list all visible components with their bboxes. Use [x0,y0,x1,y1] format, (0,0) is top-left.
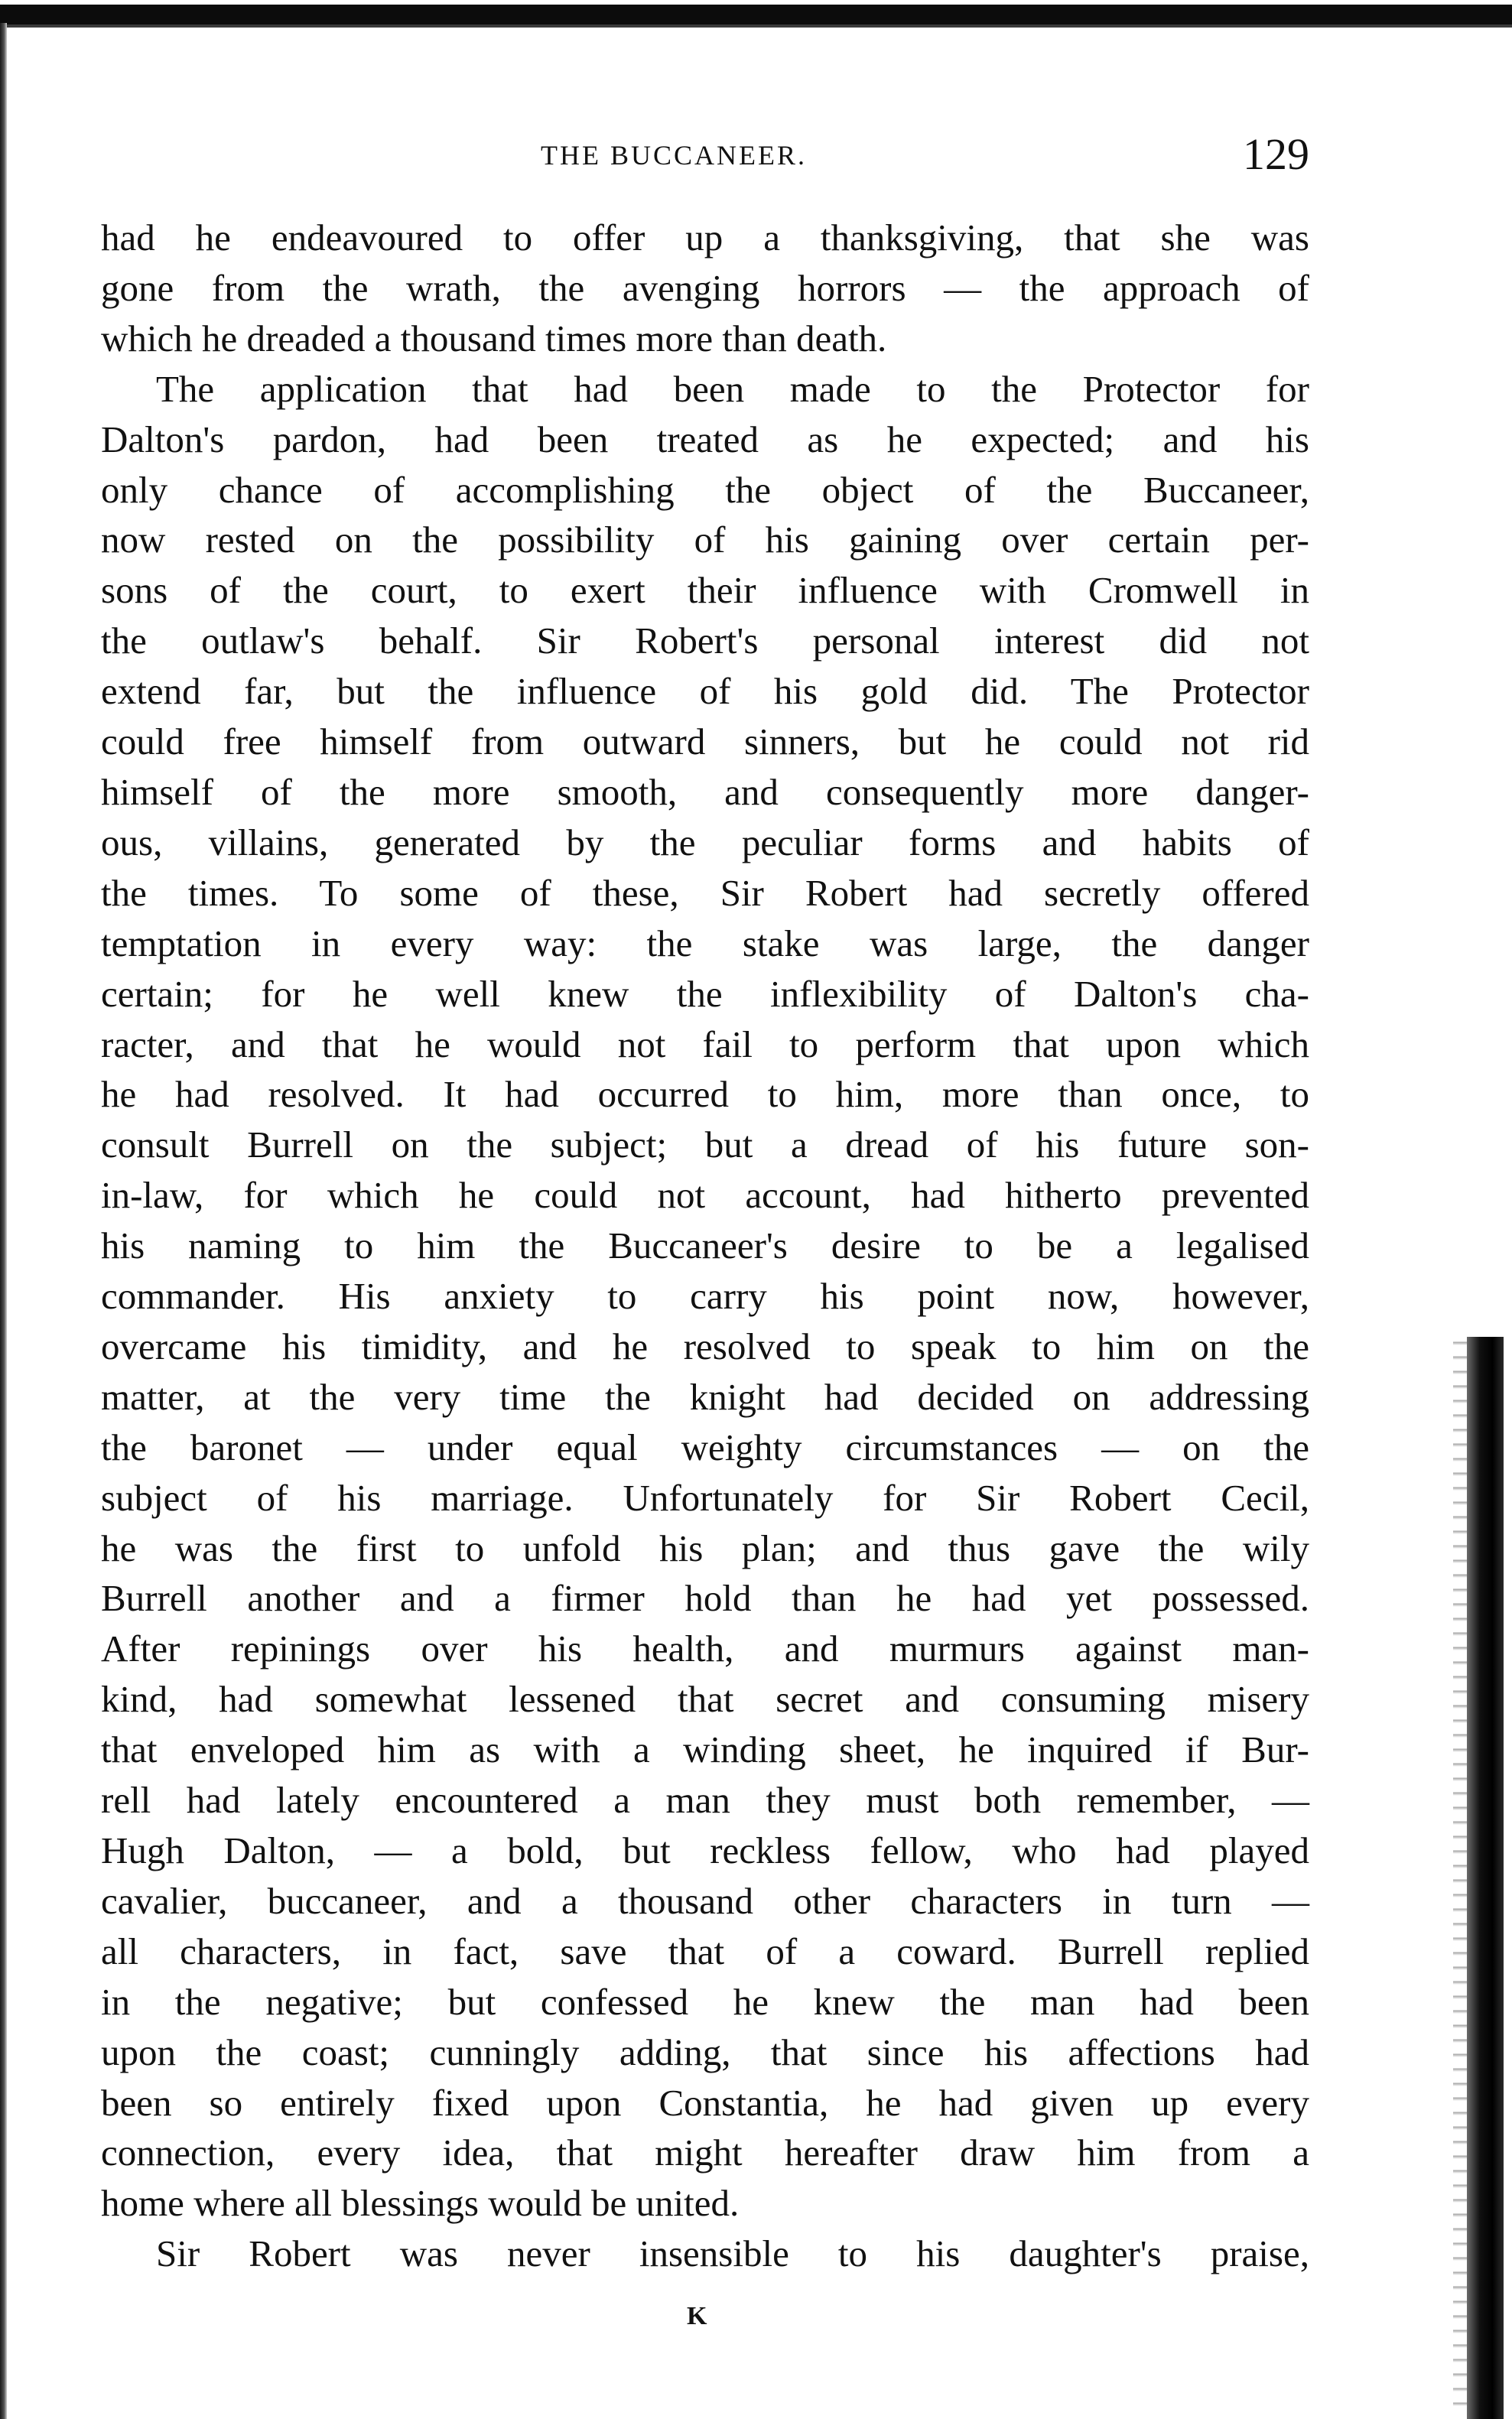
text-line: he was the first to unfold his plan; and thus gave the wily [101,1527,1309,1569]
body-text [101,213,1309,2279]
running-title: THE BUCCANEER. [541,140,807,171]
text-line: now rested on the possibility of his gaining over certain per- [101,519,1309,561]
signature-mark: K [687,2302,708,2330]
text-line: the baronet — under equal weighty circumstances — on the [101,1426,1309,1468]
running-head [101,128,1309,190]
text-line: that enveloped him as with a winding sheet, he inquired if Bur- [101,1728,1309,1771]
top-border-rule [0,5,1512,24]
text-line: he had resolved. It had occurred to him, more than once, to [101,1073,1309,1116]
text-line: which he dreaded a thousand times more than death. [101,317,887,359]
text-line: After repinings over his health, and murmurs against man- [101,1627,1309,1670]
text-line: Burrell another and a firmer hold than he had yet possessed. [101,1577,1309,1620]
text-line: his naming to him the Buccaneer's desire to be a legalised [101,1224,1309,1267]
text-line: Dalton's pardon, had been treated as he expected; and his [101,418,1309,460]
text-line: rell had lately encountered a man they must both remember, — [101,1779,1309,1822]
text-line: could free himself from outward sinners, but he could not rid [101,720,1309,763]
text-line: Hugh Dalton, — a bold, but reckless fellow, who had played [101,1829,1309,1871]
text-line: kind, had somewhat lessened that secret and consuming misery [101,1678,1309,1721]
text-line: Sir Robert was never insensible to his daughter's praise, [156,2232,1309,2275]
text-line: in-law, for which he could not account, had hitherto prevented [101,1174,1309,1217]
text-line: temptation in every way: the stake was large, the danger [101,922,1309,964]
text-line: cavalier, buccaneer, and a thousand other characters in turn — [101,1879,1309,1922]
text-line: himself of the more smooth, and consequently more danger- [101,770,1309,813]
text-line: connection, every idea, that might hereafter draw him from a [101,2131,1309,2174]
text-line: been so entirely fixed upon Constantia, he had given up every [101,2081,1309,2124]
text-line: consult Burrell on the subject; but a dread of his future son- [101,1123,1309,1166]
text-line: ous, villains, generated by the peculiar forms and habits of [101,821,1309,863]
text-line: subject of his marriage. Unfortunately for Sir Robert Cecil, [101,1476,1309,1519]
text-line: the times. To some of these, Sir Robert had secretly offered [101,871,1309,914]
text-line: overcame his timidity, and he resolved to speak to him on the [101,1325,1309,1367]
text-line: the outlaw's behalf. Sir Robert's personal interest did not [101,619,1309,662]
text-line: had he endeavoured to offer up a thanksgiving, that she was [101,216,1309,258]
text-line: extend far, but the influence of his gold did. The Protector [101,670,1309,713]
right-edge-specks [1453,1331,1467,2417]
text-line: commander. His anxiety to carry his point now, however, [101,1275,1309,1318]
text-line: home where all blessings would be united. [101,2182,740,2225]
text-line: upon the coast; cunningly adding, that since his affections had [101,2030,1309,2073]
text-line: The application that had been made to the Protector for [156,367,1309,410]
text-line: gone from the wrath, the avenging horrors — the approach of [101,266,1309,309]
text-line: matter, at the very time the knight had decided on addressing [101,1375,1309,1418]
left-page-edge [0,23,7,2419]
text-line: racter, and that he would not fail to perform that upon which [101,1023,1309,1065]
text-line: certain; for he well knew the inflexibility of Dalton's cha- [101,972,1309,1015]
page-number: 129 [1243,129,1309,179]
top-border-rule-shadow [0,24,1512,28]
text-line: in the negative; but confessed he knew the man had been [101,1980,1309,2023]
text-line: all characters, in fact, save that of a coward. Burrell replied [101,1930,1309,1972]
right-page-edge [1467,1337,1504,2419]
book-page [101,128,1309,2279]
text-line: only chance of accomplishing the object of the Buccaneer, [101,468,1309,511]
text-line: sons of the court, to exert their influence with Cromwell in [101,569,1309,612]
